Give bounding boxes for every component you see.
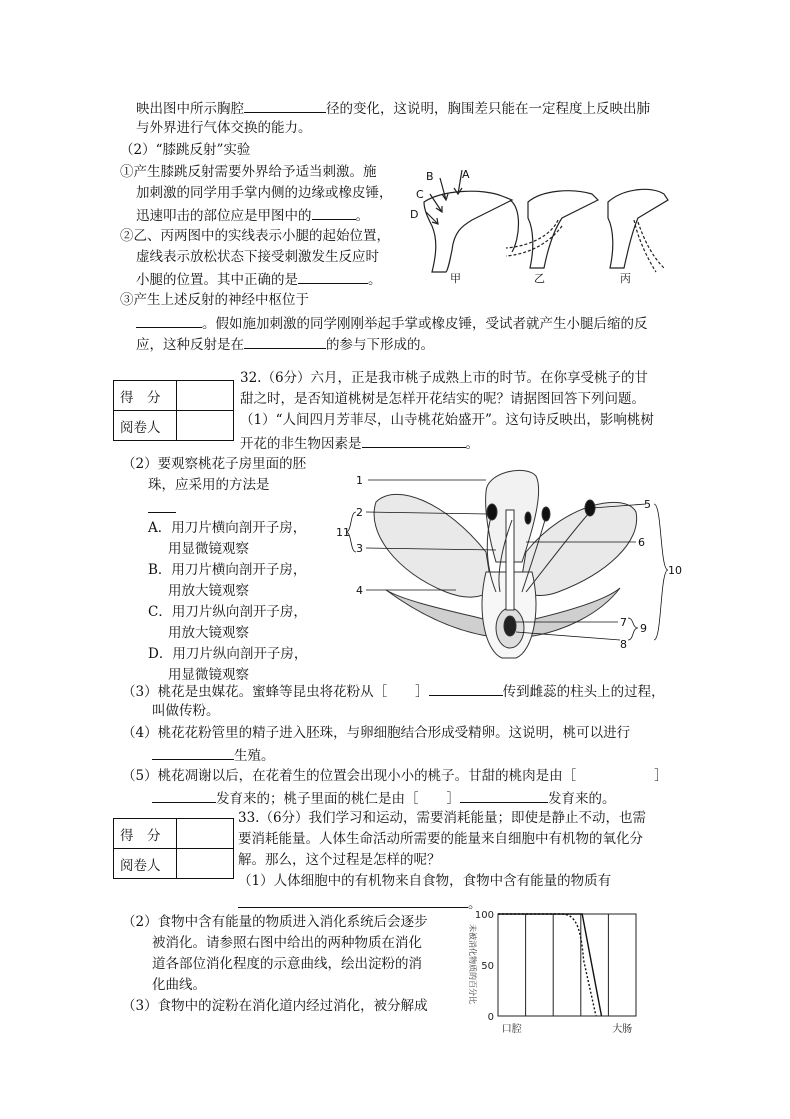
chart-x-label-large-intestine: 大肠 xyxy=(612,1024,633,1035)
q33-s2c: 道各部位消化程度的示意曲线，绘出淀粉的消 xyxy=(152,956,422,972)
fig-letter-a: A xyxy=(462,168,470,181)
fig-label-jia: 甲 xyxy=(450,272,461,285)
q32-s3-line2: 叫做传粉。 xyxy=(152,703,220,719)
q32-heading-3: （1）“人间四月芳菲尽，山寺桃花始盛开”。这句诗反映出，影响桃树 xyxy=(240,412,654,428)
chart-frame xyxy=(498,914,636,1016)
q31-sub2-heading: （2）“膝跳反射”实验 xyxy=(120,142,251,158)
anther-2 xyxy=(542,507,550,521)
grader-label: 阅卷人 xyxy=(114,411,177,441)
flower-label-4: 4 xyxy=(356,584,363,597)
score-box-q33 xyxy=(113,818,234,879)
answer-blank-reproduction[interactable] xyxy=(152,745,234,760)
q32-s5-line1: （5）桃花凋谢以后，在花着生的位置会出现小小的桃子。甘甜的桃肉是由［ ］ xyxy=(122,768,668,784)
answer-blank-abiotic-factor[interactable] xyxy=(362,433,466,448)
flower-label-9: 9 xyxy=(640,622,647,635)
right-petal xyxy=(520,502,637,595)
option-b-line2: 用放大镜观察 xyxy=(168,583,249,599)
fig-letter-d: D xyxy=(410,208,419,221)
fig-letter-b: B xyxy=(426,170,434,183)
q32-s4-line1: （4）桃花花粉管里的精子进入胚珠，与卵细胞结合形成受精卵。这说明，桃可以进行 xyxy=(122,725,631,741)
q32-s5-line2: 发育来的；桃子里面的桃仁是由［ ］ 发育来的。 xyxy=(152,788,616,808)
chart-y-tick-label: 50 xyxy=(481,961,494,972)
option-c-line1: C．用刀片纵向剖开子房， xyxy=(148,604,307,620)
q31-p2a: ②乙、丙两图中的实线表示小腿的起始位置， xyxy=(120,228,390,244)
leg-jia xyxy=(424,191,512,272)
grader-label: 阅卷人 xyxy=(114,849,177,879)
anther-1 xyxy=(487,504,497,520)
chart-series-solid-line xyxy=(498,914,602,1016)
chart-ylabel: 未被消化物质的百分比 xyxy=(468,924,477,1004)
option-d-line2: 用显微镜观察 xyxy=(168,667,249,683)
left-petal xyxy=(374,494,492,597)
q32-s2b: 珠，应采用的方法是 xyxy=(148,477,270,493)
q31-p1a: ①产生膝跳反射需要外界给予适当刺激。施 xyxy=(120,164,377,180)
answer-blank-chest[interactable] xyxy=(244,98,326,113)
answer-blank-pollen-from[interactable] xyxy=(429,681,503,696)
answer-blank-flesh[interactable] xyxy=(152,788,216,803)
answer-blank-kernel[interactable] xyxy=(460,788,548,803)
leg-yi xyxy=(528,191,598,268)
q31-p3a: ③产生上述反射的神经中枢位于 xyxy=(120,292,309,308)
q31-p2c: 小腿的位置。其中正确的是 。 xyxy=(136,269,382,289)
flower-label-7: 7 xyxy=(620,616,627,629)
leg-bing xyxy=(608,189,668,268)
ovule xyxy=(504,616,516,636)
brace-10 xyxy=(654,504,668,640)
q33-heading-1: 33.（6分）我们学习和运动，需要消耗能量；即使是静止不动，也需 xyxy=(238,810,647,826)
option-c-line2: 用放大镜观察 xyxy=(168,625,249,641)
option-b-line1: B．用刀片横向剖开子房， xyxy=(148,562,307,578)
score-label: 得 分 xyxy=(114,819,177,849)
q31-p2b: 虚线表示放松状态下接受刺激发生反应时 xyxy=(136,249,379,265)
q33-s3a: （3）食物中的淀粉在消化道内经过消化，被分解成 xyxy=(122,998,428,1014)
score-value-cell[interactable] xyxy=(177,819,234,849)
chart-series xyxy=(498,914,602,1016)
brace-9 xyxy=(628,618,638,640)
q33-heading-2: 要消耗能量。人体生命活动所需要的能量来自细胞中有机物的氧化分 xyxy=(238,831,643,847)
q33-s2d: 化曲线。 xyxy=(152,977,206,993)
q31-p3b: 。假如施加刺激的同学刚刚举起手掌或橡皮锤，受试者就产生小腿后缩的反 xyxy=(136,313,648,333)
q31-line2: 与外界进行气体交换的能力。 xyxy=(136,120,312,136)
digestion-chart[interactable] xyxy=(460,904,650,1040)
chart-x-labels xyxy=(502,1022,632,1035)
option-d-line1: D．用刀片纵向剖开子房， xyxy=(148,646,308,662)
fig-label-yi: 乙 xyxy=(534,272,545,285)
q33-s2b: 被消化。请参照右图中给出的两种物质在消化 xyxy=(152,935,422,951)
answer-blank-tap-position[interactable] xyxy=(312,205,356,220)
grader-value-cell[interactable] xyxy=(177,411,234,441)
grader-value-cell[interactable] xyxy=(177,849,234,879)
q32-s3-line1: （3）桃花是虫媒花。蜜蜂等昆虫将花粉从［ ］ 传到雌蕊的柱头上的过程， xyxy=(122,681,665,701)
q31-p1c: 迅速叩击的部位应是甲图中的 。 xyxy=(136,205,369,225)
flower-label-2: 2 xyxy=(356,506,363,519)
answer-blank-method[interactable] xyxy=(148,498,176,513)
flower-label-11: 11 xyxy=(336,526,350,539)
flower-label-10: 10 xyxy=(668,564,682,577)
q32-heading-1: 32.（6分）六月，正是我市桃子成熟上市的时节。在你享受桃子的甘 xyxy=(240,370,649,386)
chart-plot-border xyxy=(498,914,636,1016)
score-box-q32 xyxy=(113,380,234,441)
answer-blank-nerve-center[interactable] xyxy=(136,313,202,328)
flower-label-6: 6 xyxy=(638,536,645,549)
option-a-line1: A．用刀片横向剖开子房， xyxy=(148,520,307,536)
answer-blank-energy-substances[interactable] xyxy=(238,893,468,908)
arrow-b xyxy=(440,178,448,200)
score-label: 得 分 xyxy=(114,381,177,411)
q31-p1b: 加刺激的同学用手掌内侧的边缘或橡皮锤， xyxy=(136,185,393,201)
fig-letter-c: C xyxy=(416,188,424,201)
q33-heading-5: 。 xyxy=(238,893,482,913)
peach-flower-diagram xyxy=(336,462,686,674)
chart-y-tick-label: 0 xyxy=(487,1012,494,1023)
option-a-line2: 用显微镜观察 xyxy=(168,541,249,557)
q31-p3c: 应，这种反射是在 的参与下形成的。 xyxy=(136,334,434,354)
answer-blank-reflex-type[interactable] xyxy=(244,334,326,349)
q32-heading-2: 甜之时，是否知道桃树是怎样开花结实的呢？请据图回答下列问题。 xyxy=(240,391,645,407)
score-value-cell[interactable] xyxy=(177,381,234,411)
q32-s4-line2: 生殖。 xyxy=(152,745,275,765)
flower-label-1: 1 xyxy=(356,474,363,487)
chart-x-label-mouth: 口腔 xyxy=(501,1024,522,1035)
flower-label-5: 5 xyxy=(644,498,651,511)
q32-s2a: （2）要观察桃花子房里面的胚 xyxy=(122,456,307,472)
q32-s2-blank xyxy=(148,498,176,518)
flower-label-3: 3 xyxy=(356,542,363,555)
anther-4 xyxy=(525,512,531,524)
arrow-a xyxy=(454,170,462,194)
q33-s2a: （2）食物中含有能量的物质进入消化系统后会逐步 xyxy=(122,914,428,930)
answer-blank-correct-figure[interactable] xyxy=(298,269,368,284)
chart-y-tick-label: 100 xyxy=(474,910,494,921)
q32-heading-4: 开花的非生物因素是 。 xyxy=(240,433,479,453)
flower-label-8: 8 xyxy=(620,638,627,651)
q31-line1: 映出图中所示胸腔 径的变化，这说明，胸围差只能在一定程度上反映出肺 xyxy=(136,98,650,118)
fig-label-bing: 丙 xyxy=(620,272,631,285)
q33-heading-3: 解。那么，这个过程是怎样的呢？ xyxy=(238,852,441,868)
q33-heading-4: （1）人体细胞中的有机物来自食物，食物中含有能量的物质有 xyxy=(238,873,612,889)
knee-reflex-figure xyxy=(402,160,670,288)
